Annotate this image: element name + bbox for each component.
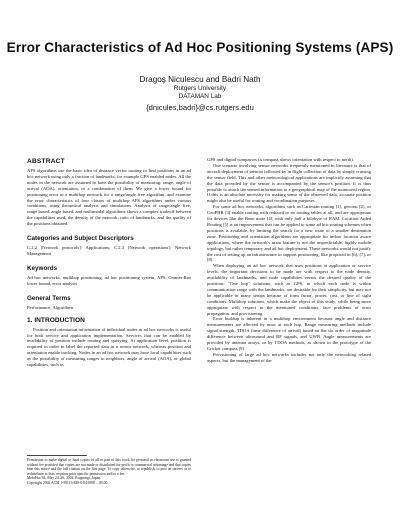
permission-footnote [27,455,191,486]
introduction-text: Position and orientation information of individual nodes in ad hoc networks is useful for both service and application implementation. Services that can be enabled by availability of position include routing and querying. At application level, position is required in order to label the reported data in a sensor network, whereas position and orientation enable tracking. Nodes in an ad hoc network may have local capabilities such as the possibility of measuring ranges to neighbors, angle of arrival (AOA), or global capabilities, such as [27,326,191,368]
right-paragraph-5: Error buildup is inherent in a multihop environment because angle and distance measurements are affected by error at each hop. Range measuring methods include signal strength, TDOA (time difference of arrival) based on the six order of magnitude difference between ultrasound and RF signals, and UWB. Angle measurements are provided by antenna arrays, or by TDOA methods, as shown in the prototype of the Cricket compass [9]. [207,316,371,351]
affiliation-lab: DATAMAN Lab [178,93,222,100]
introduction-heading: 1. INTRODUCTION [27,316,85,324]
footnote-venue: MobiHoc'04, May 24–26, 2004, Roppongi, Japan. [27,476,102,481]
footnote-permission-text: Permission to make digital or hard copies of all or part of this work for personal or classroom use is granted without fee provided that copies are not made or distributed for profit or commercial advantage and that copies bear this notice and the full citation on the first page. To copy otherwise, to republish, to post on servers or to redistribute to lists, requires prior specific permission and/or a fee. [27,458,191,476]
right-paragraph-6: Provisioning of large ad hoc networks includes not only the networking related aspects, but the management of the [207,351,371,363]
author-names: Dragoş Niculescu and Badri Nath [139,75,261,84]
right-paragraph-3: For some ad hoc networks, algorithms such as Cartesian routing [1], geocast [2], or GeoPHR [3] enable routing with reduced or no routing tables at all, and are appropriate for devices like the Rene mote [4], with only half a kilobyte of RAM. Location Aided Routing [5] is an improvement that can be applied to some ad hoc routing schemes when positions is available, by limiting the search for a new route to a smaller destination zone. Positioning and orientation algorithms are appropriate for indoor location aware applications, where the network's main feature is not the unpredictable, highly mobile topology, but rather temporary and ad hoc deployment. These networks would not justify the cost of setting up an infrastructure to support positioning, like proposed in [6], [7], or [8]. [207,204,371,263]
right-column [207,157,371,364]
affiliation-university: Rutgers University [173,85,227,92]
right-paragraph-4: When deploying an ad hoc network that uses positions at application or service levels, the important decisions to be made are with respect to the node density, availability of landmarks, and node capabilities versus the desired quality of the positions. "One hop" solutions, such as GPS, in which each node is within communication range with the landmarks, are desirable for their simplicity, but may not be applicable in many setups because of form factor, power, cost, or line of sight conditions. Multihop solutions, which make the object of this study, while being more appropriate with respect to the mentioned conditions, face problems of error propagation, and provisioning. [207,263,371,316]
right-paragraph-2: One scenario involving sensor networks frequently mentioned in literature is that of aircraft deployment of sensors followed by in flight collection of data by simply cruising the sensor field. This and other meteorological applications are implicitly assuming that the data provided by the sensor is accompanied by the sensor's position. It is thus possible to attach the sensed information to a geographical map of the monitored region. If this is an absolute necessity for making sense of the observed data, accurate position might also be useful for routing and coordination purposes. [207,162,371,204]
general-terms-text: Performance, Algorithms [27,304,74,310]
author-email: {dnicules,badri}@cs.rutgers.edu [146,103,254,112]
author-block [0,75,400,113]
footnote-rule [27,455,87,456]
footnote-copyright: Copyright 2004 ACM 1-58113-849-0/04/0005 ...$5.00. [27,480,109,485]
paper-title: Error Characteristics of Ad Hoc Positioning Systems (APS) [6,40,394,55]
categories-text: C.2.2 [Network protocols]: Applications; C.2.3 [Network operations]: Network Management [27,245,191,256]
keywords-text: Ad hoc networks, multihop positioning, ad hoc positioning system, APS, Cramér-Rao lower bound, error analysis [27,274,191,286]
keywords-heading: Keywords [27,264,58,272]
abstract-heading: ABSTRACT [27,158,65,165]
categories-heading: Categories and Subject Descriptors [27,235,134,243]
general-terms-heading: General Terms [27,294,71,302]
right-paragraph-1: GPS and digital compasses (a compass shows orientation with respect to north). [207,157,354,162]
abstract-text: APS algorithms use the basic idea of distance vector routing to find positions in an ad hoc network using only a fraction of landmarks, for example GPS enabled nodes. All the nodes in the network are assumed to have the possibility of measuring: range, angle of arrival (AOA), orientation, or a combination of them. We give a lower bound for positioning error in a multihop network for a range/angle free algorithm, and examine the error characteristics of four classes of multihop APS algorithms under various conditions, using theoretical analysis and simulations. Analysis of range/angle free, range based, angle based, and multimodal algorithms shows a complex tradeoff between the capabilities used, the density of the network, ratio of landmarks, and the quality of the positions obtained. [27,168,191,227]
left-column [27,158,191,368]
